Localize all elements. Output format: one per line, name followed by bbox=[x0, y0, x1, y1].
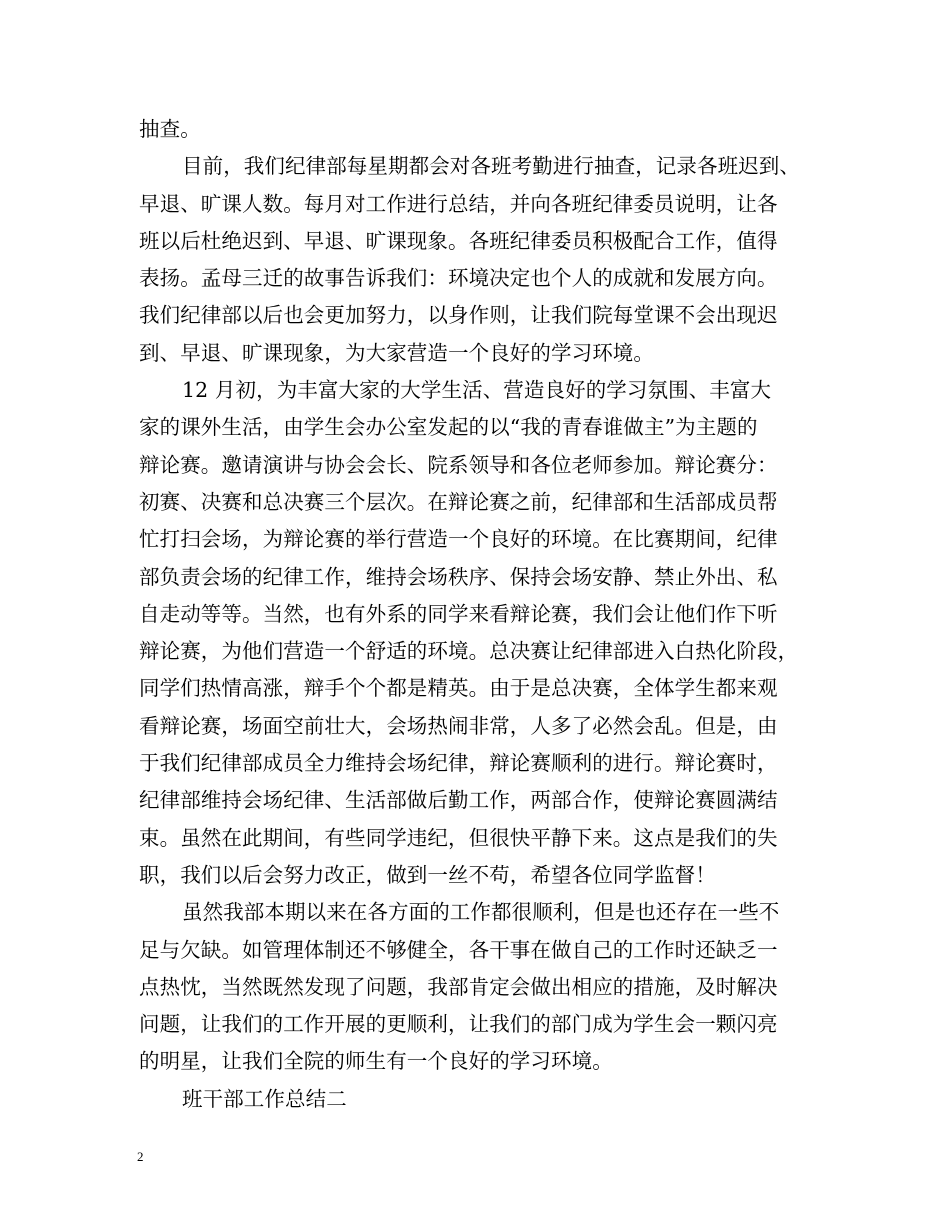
text-line: 问题，让我们的工作开展的更顺利，让我们的部门成为学生会一颗闪亮 bbox=[139, 1012, 778, 1037]
document-body bbox=[139, 111, 819, 1118]
text-line: 看辩论赛，场面空前壮大，会场热闹非常，人多了必然会乱。但是，由 bbox=[139, 713, 778, 738]
text-line: 初赛、决赛和总决赛三个层次。在辩论赛之前，纪律部和生活部成员帮 bbox=[139, 489, 778, 514]
text-line: 抽查。 bbox=[139, 117, 201, 141]
text-line: 纪律部维持会场纪律、生活部做后勤工作，两部合作，使辩论赛圆满结 bbox=[139, 788, 778, 813]
text-line: 职，我们以后会努力改正，做到一丝不苟，希望各位同学监督！ bbox=[139, 862, 716, 887]
page-number: 2 bbox=[137, 1149, 144, 1164]
text-line: 点热忱，当然既然发现了问题，我部肯定会做出相应的措施，及时解决 bbox=[139, 974, 778, 999]
text-line: 的明星，让我们全院的师生有一个良好的学习环境。 bbox=[139, 1049, 613, 1074]
text-line: 表扬。孟母三迁的故事告诉我们：环境决定也个人的成就和发展方向。 bbox=[139, 266, 778, 291]
text-line: 虽然我部本期以来在各方面的工作都很顺利，但是也还存在一些不 bbox=[182, 900, 780, 925]
text-line: 部负责会场的纪律工作，维持会场秩序、保持会场安静、禁止外出、私 bbox=[139, 564, 778, 589]
text-line: 班以后杜绝迟到、早退、旷课现象。各班纪律委员积极配合工作，值得 bbox=[139, 228, 778, 253]
text-line: 足与欠缺。如管理体制还不够健全，各干事在做自己的工作时还缺乏一 bbox=[139, 937, 778, 962]
text-line: 忙打扫会场，为辩论赛的举行营造一个良好的环境。在比赛期间，纪律 bbox=[139, 527, 778, 552]
text-line: 束。虽然在此期间，有些同学违纪，但很快平静下来。这点是我们的失 bbox=[139, 825, 778, 850]
text-line: 我们纪律部以后也会更加努力，以身作则，让我们院每堂课不会出现迟 bbox=[139, 303, 778, 328]
text-line: 辩论赛。邀请演讲与协会会长、院系领导和各位老师参加。辩论赛分： bbox=[139, 452, 778, 477]
text-line: 自走动等等。当然，也有外系的同学来看辩论赛，我们会让他们作下听 bbox=[139, 601, 778, 626]
text-line: 12 月初，为丰富大家的大学生活、营造良好的学习氛围、丰富大 bbox=[182, 378, 772, 403]
text-line: 早退、旷课人数。每月对工作进行总结，并向各班纪律委员说明，让各 bbox=[139, 191, 778, 216]
text-line: 目前，我们纪律部每星期都会对各班考勤进行抽查，记录各班迟到、 bbox=[182, 154, 800, 179]
text-line: 于我们纪律部成员全力维持会场纪律，辩论赛顺利的进行。辩论赛时， bbox=[139, 751, 778, 776]
section-heading: 班干部工作总结二 bbox=[182, 1086, 347, 1111]
text-line: 家的课外生活，由学生会办公室发起的以“我的青春谁做主”为主题的 bbox=[139, 415, 758, 440]
text-line: 到、早退、旷课现象，为大家营造一个良好的学习环境。 bbox=[139, 340, 654, 365]
text-line: 辩论赛，为他们营造一个舒适的环境。总决赛让纪律部进入白热化阶段， bbox=[139, 639, 799, 664]
text-line: 同学们热情高涨，辩手个个都是精英。由于是总决赛，全体学生都来观 bbox=[139, 676, 778, 701]
